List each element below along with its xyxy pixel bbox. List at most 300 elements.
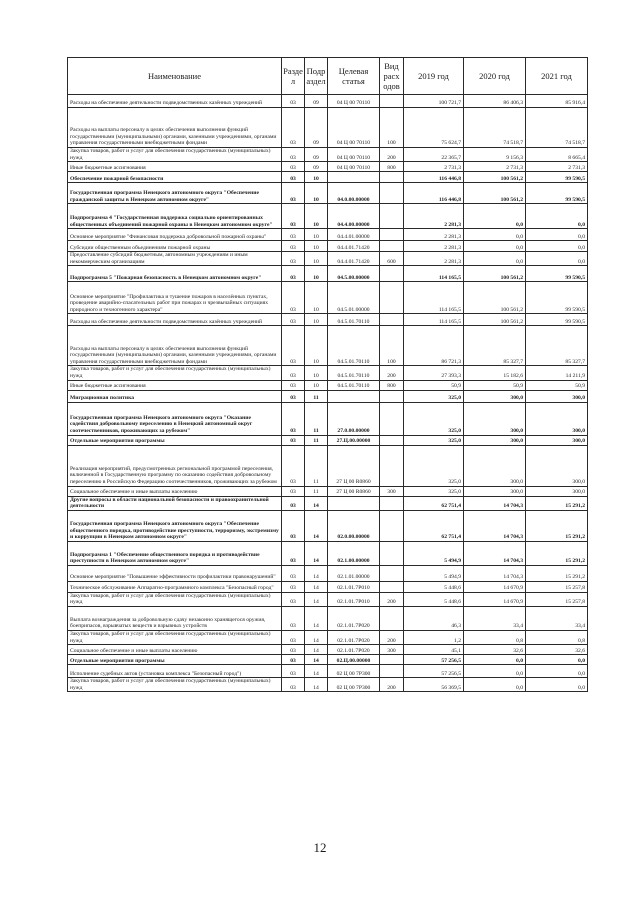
cell-v2019: 62 751,4 [404, 510, 464, 541]
cell-v2020: 0,8 [464, 630, 526, 644]
cell-rz: 03 [282, 486, 305, 496]
cell-v2020: 0,0 [464, 655, 526, 665]
cell-name: Отдельные мероприятия программы [68, 655, 282, 665]
cell-v2019: 2 281,3 [404, 229, 464, 241]
cell-v2020: 0,0 [464, 204, 526, 229]
cell-pr: 14 [305, 630, 328, 644]
cell-cs: 04.0.00.00000 [328, 183, 380, 204]
header-year-2019: 2019 год [404, 58, 464, 95]
cell-vr [380, 445, 404, 486]
cell-v2019: 22 365,7 [404, 148, 464, 162]
cell-cs: 02.1.00.00000 [328, 541, 380, 565]
cell-v2021: 0,0 [526, 678, 588, 692]
cell-vr [380, 204, 404, 229]
table-row [68, 229, 588, 241]
header-name: Наименование [68, 58, 282, 95]
cell-rz: 03 [282, 241, 305, 252]
cell-v2019: 100 721,7 [404, 95, 464, 108]
cell-v2021: 300,0 [526, 435, 588, 445]
cell-v2020: 300,0 [464, 486, 526, 496]
cell-pr: 10 [305, 266, 328, 282]
cell-v2019: 5 448,6 [404, 592, 464, 606]
cell-v2019: 57 256,5 [404, 665, 464, 678]
cell-v2019: 2 281,3 [404, 252, 464, 266]
table-row [68, 435, 588, 445]
cell-pr: 10 [305, 326, 328, 366]
header-year-2021: 2021 год [526, 58, 588, 95]
cell-vr: 200 [380, 366, 404, 380]
cell-cs [328, 496, 380, 510]
cell-rz: 03 [282, 162, 305, 172]
table-row [68, 678, 588, 692]
cell-pr: 10 [305, 252, 328, 266]
cell-v2019: 325,0 [404, 402, 464, 435]
cell-pr: 09 [305, 95, 328, 108]
cell-v2019: 325,0 [404, 435, 464, 445]
cell-vr: 600 [380, 252, 404, 266]
cell-v2019: 50,9 [404, 380, 464, 390]
cell-v2021: 0,0 [526, 204, 588, 229]
cell-pr: 09 [305, 148, 328, 162]
cell-vr [380, 390, 404, 402]
cell-cs: 04.5.01.00000 [328, 282, 380, 314]
table-row [68, 366, 588, 380]
cell-vr [380, 581, 404, 592]
cell-rz: 03 [282, 314, 305, 326]
cell-vr: 200 [380, 592, 404, 606]
cell-cs: 04.4.01.00000 [328, 229, 380, 241]
document-page [67, 57, 587, 692]
cell-v2020: 14 670,9 [464, 581, 526, 592]
table-row [68, 565, 588, 581]
table-row [68, 380, 588, 390]
cell-v2019: 27 393,3 [404, 366, 464, 380]
cell-v2021: 15 257,8 [526, 581, 588, 592]
cell-v2019: 116 446,8 [404, 172, 464, 183]
cell-name: Миграционная политика [68, 390, 282, 402]
cell-pr: 14 [305, 645, 328, 655]
cell-v2019: 75 624,7 [404, 108, 464, 148]
table-row [68, 606, 588, 630]
cell-pr: 14 [305, 510, 328, 541]
table-row [68, 665, 588, 678]
cell-v2019: 57 256,5 [404, 655, 464, 665]
cell-v2020: 85 327,7 [464, 326, 526, 366]
cell-v2020: 33,4 [464, 606, 526, 630]
cell-v2019: 86 721,3 [404, 326, 464, 366]
cell-v2020: 300,0 [464, 435, 526, 445]
cell-rz: 03 [282, 108, 305, 148]
table-row [68, 266, 588, 282]
cell-vr [380, 172, 404, 183]
cell-rz: 03 [282, 606, 305, 630]
cell-name: Обеспечение пожарной безопасности [68, 172, 282, 183]
table-row [68, 241, 588, 252]
cell-v2020: 14 704,3 [464, 510, 526, 541]
cell-name: Расходы на обеспечение деятельности подведомственных казённых учреждений [68, 314, 282, 326]
cell-v2019: 1,2 [404, 630, 464, 644]
cell-cs: 02.Ц.00.00000 [328, 655, 380, 665]
table-row [68, 541, 588, 565]
table-row [68, 95, 588, 108]
table-row [68, 252, 588, 266]
cell-v2020: 0,0 [464, 665, 526, 678]
cell-v2021: 300,0 [526, 486, 588, 496]
cell-v2021: 300,0 [526, 390, 588, 402]
cell-rz: 03 [282, 282, 305, 314]
cell-cs: 04.5.01.70110 [328, 326, 380, 366]
cell-pr: 09 [305, 162, 328, 172]
table-row [68, 496, 588, 510]
cell-name: Закупка товаров, работ и услуг для обеспечения государственных (муниципальных) нужд [68, 678, 282, 692]
cell-v2021: 85 916,4 [526, 95, 588, 108]
table-row [68, 172, 588, 183]
cell-name: Расходы на обеспечение деятельности подведомственных казённых учреждений [68, 95, 282, 108]
cell-v2020: 2 731,3 [464, 162, 526, 172]
cell-name: Государственная программа Ненецкого автономного округа "Обеспечение общественного порядка, противодействие преступности, терроризму, экстремизму и коррупции в Ненецком автономном округе" [68, 510, 282, 541]
cell-v2021: 15 291,2 [526, 565, 588, 581]
table-row [68, 592, 588, 606]
table-row [68, 162, 588, 172]
table-row [68, 486, 588, 496]
cell-v2021: 99 590,5 [526, 314, 588, 326]
cell-v2020: 9 156,3 [464, 148, 526, 162]
cell-rz: 03 [282, 565, 305, 581]
cell-rz: 03 [282, 665, 305, 678]
cell-v2021: 15 291,2 [526, 541, 588, 565]
cell-pr: 10 [305, 282, 328, 314]
cell-v2019: 114 165,5 [404, 282, 464, 314]
cell-pr: 11 [305, 402, 328, 435]
table-header-row [68, 58, 588, 95]
cell-name: Закупка товаров, работ и услуг для обеспечения государственных (муниципальных) нужд [68, 592, 282, 606]
cell-pr: 14 [305, 496, 328, 510]
cell-name: Социальное обеспечение и иные выплаты населению [68, 486, 282, 496]
cell-name: Подпрограмма 4 "Государственная поддержка социально ориентированных общественных объединений пожарной охраны в Ненецком автономном округе" [68, 204, 282, 229]
cell-vr [380, 95, 404, 108]
cell-rz: 03 [282, 252, 305, 266]
cell-vr [380, 229, 404, 241]
cell-v2019: 45,1 [404, 645, 464, 655]
cell-vr [380, 541, 404, 565]
cell-v2020: 100 561,2 [464, 172, 526, 183]
cell-v2020: 300,0 [464, 402, 526, 435]
cell-pr: 10 [305, 183, 328, 204]
cell-v2019: 325,0 [404, 445, 464, 486]
cell-v2021: 0,8 [526, 630, 588, 644]
cell-pr: 10 [305, 314, 328, 326]
cell-vr [380, 565, 404, 581]
cell-v2021: 32,6 [526, 645, 588, 655]
budget-table [67, 57, 588, 692]
cell-vr [380, 314, 404, 326]
cell-cs [328, 172, 380, 183]
cell-v2020: 0,0 [464, 678, 526, 692]
cell-name: Субсидии общественным объединениям пожарной охраны [68, 241, 282, 252]
cell-v2021: 0,0 [526, 655, 588, 665]
cell-cs: 04 Ц 00 70110 [328, 162, 380, 172]
table-row [68, 645, 588, 655]
cell-cs [328, 390, 380, 402]
cell-rz: 03 [282, 630, 305, 644]
cell-name: Реализация мероприятий, предусмотренных региональной программой переселения, включенной в Государственную программу по оказанию содействия добровольному переселению в Российскую Федерацию соотечественников, проживающих за рубежом [68, 445, 282, 486]
cell-v2021: 300,0 [526, 445, 588, 486]
cell-cs: 04.5.00.00000 [328, 266, 380, 282]
cell-name: Иные бюджетные ассигнования [68, 162, 282, 172]
cell-v2019: 5 494,9 [404, 541, 464, 565]
cell-v2021: 33,4 [526, 606, 588, 630]
cell-v2021: 0,0 [526, 665, 588, 678]
cell-vr: 800 [380, 162, 404, 172]
cell-v2020: 300,0 [464, 390, 526, 402]
cell-rz: 03 [282, 402, 305, 435]
cell-cs: 02.1.01.7Р020 [328, 645, 380, 655]
header-target-article: Целевая статья [328, 58, 380, 95]
cell-vr: 800 [380, 380, 404, 390]
header-section: Разде л [282, 58, 305, 95]
cell-v2021: 99 590,5 [526, 183, 588, 204]
cell-rz: 03 [282, 655, 305, 665]
table-row [68, 204, 588, 229]
cell-vr [380, 435, 404, 445]
cell-vr: 100 [380, 326, 404, 366]
cell-cs: 04.5.01.70110 [328, 380, 380, 390]
cell-v2020: 14 670,9 [464, 592, 526, 606]
cell-name: Основное мероприятие "Профилактика и тушение пожаров в населённых пунктах, проведение аварийно-спасательных работ при пожарах и чрезвычайных ситуациях природного и техногенного характера" [68, 282, 282, 314]
cell-vr [380, 241, 404, 252]
cell-cs: 02.0.00.00000 [328, 510, 380, 541]
cell-v2020: 0,0 [464, 229, 526, 241]
cell-cs: 27.Ц.00.00000 [328, 435, 380, 445]
cell-vr [380, 655, 404, 665]
cell-rz: 03 [282, 380, 305, 390]
cell-name: Исполнение судебных актов (установка комплекса "Безопасный город") [68, 665, 282, 678]
cell-v2020: 0,0 [464, 252, 526, 266]
cell-pr: 14 [305, 606, 328, 630]
table-row [68, 510, 588, 541]
cell-rz: 03 [282, 95, 305, 108]
cell-name: Иные бюджетные ассигнования [68, 380, 282, 390]
cell-name: Предоставление субсидий бюджетным, автономным учреждениям и иным некоммерческим организациям [68, 252, 282, 266]
cell-v2021: 14 211,9 [526, 366, 588, 380]
cell-v2019: 56 369,5 [404, 678, 464, 692]
table-row [68, 581, 588, 592]
cell-rz: 03 [282, 183, 305, 204]
cell-rz: 03 [282, 366, 305, 380]
cell-vr [380, 266, 404, 282]
cell-cs: 02.1.01.7Р020 [328, 606, 380, 630]
cell-vr: 200 [380, 678, 404, 692]
cell-v2020: 0,0 [464, 241, 526, 252]
cell-cs: 04.4.00.00000 [328, 204, 380, 229]
cell-rz: 03 [282, 510, 305, 541]
cell-rz: 03 [282, 435, 305, 445]
cell-v2021: 99 590,5 [526, 172, 588, 183]
cell-pr: 14 [305, 565, 328, 581]
cell-v2021: 2 731,3 [526, 162, 588, 172]
cell-rz: 03 [282, 645, 305, 655]
table-row [68, 390, 588, 402]
table-row [68, 630, 588, 644]
cell-v2019: 325,0 [404, 390, 464, 402]
cell-v2021: 50,9 [526, 380, 588, 390]
cell-cs: 04 Ц 00 70110 [328, 95, 380, 108]
cell-cs: 04 Ц 00 70110 [328, 148, 380, 162]
cell-name: Закупка товаров, работ и услуг для обеспечения государственных (муниципальных) нужд [68, 366, 282, 380]
cell-pr: 11 [305, 390, 328, 402]
cell-vr [380, 665, 404, 678]
page-number: 12 [313, 840, 327, 855]
cell-vr: 300 [380, 486, 404, 496]
cell-v2019: 5 448,6 [404, 581, 464, 592]
cell-v2019: 114 165,5 [404, 266, 464, 282]
cell-v2019: 2 281,3 [404, 204, 464, 229]
cell-rz: 03 [282, 496, 305, 510]
cell-v2021: 15 291,2 [526, 496, 588, 510]
cell-v2019: 46,3 [404, 606, 464, 630]
cell-v2020: 100 561,2 [464, 282, 526, 314]
cell-pr: 09 [305, 108, 328, 148]
cell-v2020: 100 561,2 [464, 314, 526, 326]
cell-cs: 04.4.01.71420 [328, 241, 380, 252]
cell-v2020: 74 518,7 [464, 108, 526, 148]
cell-pr: 10 [305, 172, 328, 183]
cell-v2019: 116 446,8 [404, 183, 464, 204]
cell-name: Расходы на выплаты персоналу в целях обеспечения выполнения функций государственными (муниципальными) органами, казенными учреждениями, органами управления государственными внебюджетными фондами [68, 108, 282, 148]
cell-name: Государственная программа Ненецкого автономного округа "Обеспечение гражданской защиты в Ненецком автономном округе" [68, 183, 282, 204]
cell-pr: 10 [305, 380, 328, 390]
cell-name: Закупка товаров, работ и услуг для обеспечения государственных (муниципальных) нужд [68, 630, 282, 644]
cell-vr: 200 [380, 630, 404, 644]
cell-v2021: 74 518,7 [526, 108, 588, 148]
table-row [68, 183, 588, 204]
cell-rz: 03 [282, 172, 305, 183]
cell-pr: 14 [305, 655, 328, 665]
cell-v2020: 32,6 [464, 645, 526, 655]
cell-pr: 10 [305, 229, 328, 241]
cell-cs: 04.5.01.70110 [328, 314, 380, 326]
cell-v2020: 300,0 [464, 445, 526, 486]
cell-v2021: 99 590,5 [526, 282, 588, 314]
header-expense-type: Вид расх одов [380, 58, 404, 95]
cell-v2020: 14 704,3 [464, 496, 526, 510]
cell-pr: 14 [305, 541, 328, 565]
cell-v2021: 15 257,8 [526, 592, 588, 606]
cell-cs: 02.1.01.00000 [328, 565, 380, 581]
cell-vr: 200 [380, 148, 404, 162]
cell-v2020: 14 704,3 [464, 541, 526, 565]
cell-v2020: 100 561,2 [464, 266, 526, 282]
cell-v2021: 15 291,2 [526, 510, 588, 541]
cell-name: Основное мероприятие "Повышение эффективности профилактики правонарушений" [68, 565, 282, 581]
cell-cs: 02.1.01.7Р010 [328, 592, 380, 606]
cell-vr [380, 282, 404, 314]
cell-v2021: 300,0 [526, 402, 588, 435]
cell-v2020: 100 561,2 [464, 183, 526, 204]
cell-pr: 14 [305, 592, 328, 606]
cell-vr: 300 [380, 645, 404, 655]
cell-pr: 11 [305, 486, 328, 496]
cell-cs: 02.1.01.7Р020 [328, 630, 380, 644]
cell-name: Другие вопросы в области национальной безопасности и правоохранительной деятельности [68, 496, 282, 510]
table-row [68, 314, 588, 326]
table-row [68, 282, 588, 314]
cell-rz: 03 [282, 266, 305, 282]
cell-pr: 10 [305, 241, 328, 252]
cell-pr: 11 [305, 445, 328, 486]
cell-pr: 10 [305, 366, 328, 380]
cell-v2019: 2 731,3 [404, 162, 464, 172]
cell-cs: 02 Ц 00 7Р300 [328, 665, 380, 678]
cell-name: Социальное обеспечение и иные выплаты населению [68, 645, 282, 655]
cell-rz: 03 [282, 592, 305, 606]
cell-rz: 03 [282, 541, 305, 565]
cell-cs: 04.4.01.71420 [328, 252, 380, 266]
cell-name: Государственная программа Ненецкого автономного округа "Оказание содействия добровольному переселению в Ненецкий автономный округ соотечественников, проживающих за рубежом" [68, 402, 282, 435]
cell-name: Техническое обслуживание Аппаратно-программного комплекса "Безопасный город" [68, 581, 282, 592]
cell-v2021: 0,0 [526, 241, 588, 252]
cell-cs: 04.5.01.70110 [328, 366, 380, 380]
cell-rz: 03 [282, 229, 305, 241]
cell-v2019: 325,0 [404, 486, 464, 496]
cell-v2021: 99 590,5 [526, 266, 588, 282]
cell-v2019: 62 751,4 [404, 496, 464, 510]
cell-v2020: 50,9 [464, 380, 526, 390]
cell-v2021: 0,0 [526, 252, 588, 266]
cell-v2019: 2 281,3 [404, 241, 464, 252]
cell-v2020: 86 406,3 [464, 95, 526, 108]
cell-pr: 14 [305, 581, 328, 592]
cell-rz: 03 [282, 326, 305, 366]
table-row [68, 108, 588, 148]
cell-v2020: 15 182,6 [464, 366, 526, 380]
cell-v2021: 8 665,4 [526, 148, 588, 162]
cell-cs: 27 Ц 00 R0860 [328, 486, 380, 496]
header-year-2020: 2020 год [464, 58, 526, 95]
cell-cs: 02 Ц 00 7Р300 [328, 678, 380, 692]
table-row [68, 148, 588, 162]
cell-vr [380, 496, 404, 510]
cell-cs: 04 Ц 00 70110 [328, 108, 380, 148]
table-row [68, 326, 588, 366]
cell-name: Отдельные мероприятия программы [68, 435, 282, 445]
cell-v2021: 85 327,7 [526, 326, 588, 366]
cell-v2019: 5 494,9 [404, 565, 464, 581]
cell-rz: 03 [282, 390, 305, 402]
cell-rz: 03 [282, 204, 305, 229]
table-row [68, 655, 588, 665]
table-row [68, 445, 588, 486]
cell-vr [380, 606, 404, 630]
cell-pr: 11 [305, 435, 328, 445]
cell-name: Расходы на выплаты персоналу в целях обеспечения выполнения функций государственными (муниципальными) органами, казенными учреждениями, органами управления государственными внебюджетными фондами [68, 326, 282, 366]
cell-rz: 03 [282, 581, 305, 592]
cell-rz: 03 [282, 148, 305, 162]
cell-pr: 14 [305, 678, 328, 692]
cell-pr: 10 [305, 204, 328, 229]
cell-vr [380, 402, 404, 435]
table-row [68, 402, 588, 435]
cell-rz: 03 [282, 445, 305, 486]
cell-name: Основное мероприятие "Финансовая поддержка добровольной пожарной охраны" [68, 229, 282, 241]
cell-pr: 14 [305, 665, 328, 678]
cell-name: Подпрограмма 5 "Пожарная безопасность в Ненецком автономном округе" [68, 266, 282, 282]
cell-v2019: 114 165,5 [404, 314, 464, 326]
cell-vr: 100 [380, 108, 404, 148]
cell-rz: 03 [282, 678, 305, 692]
cell-cs: 27.0.00.00000 [328, 402, 380, 435]
cell-cs: 27 Ц 00 R0860 [328, 445, 380, 486]
